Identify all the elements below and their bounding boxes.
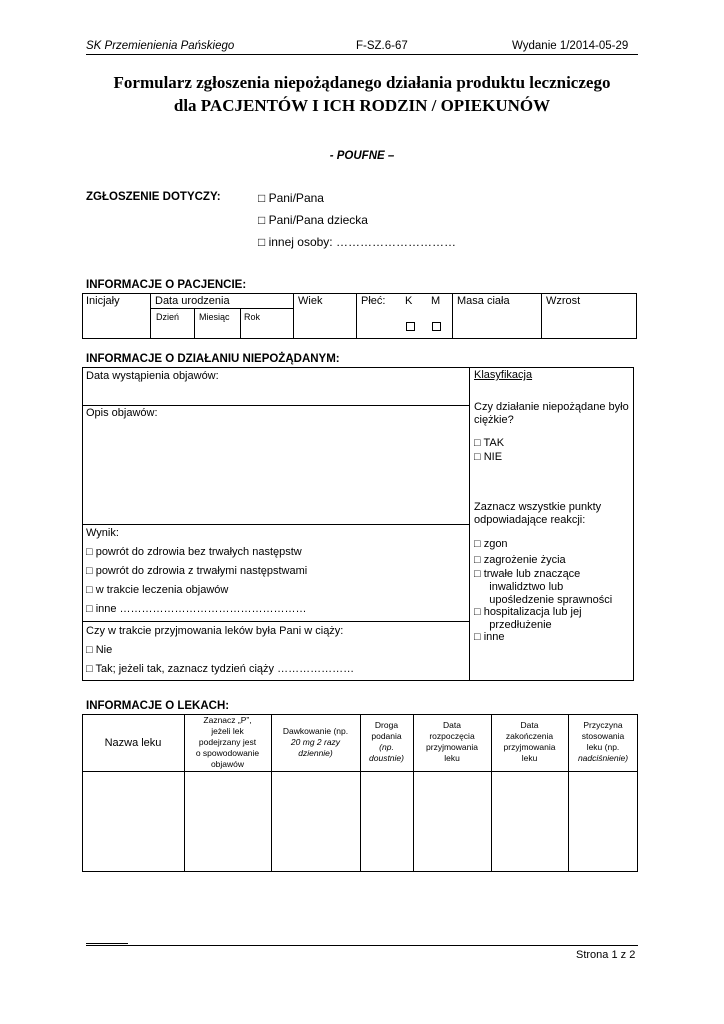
serious-option-no[interactable]: □ NIE (474, 451, 503, 463)
reaction-section-title: INFORMACJE O DZIAŁANIU NIEPOŻĄDANYM: (86, 353, 340, 365)
outcome-option-recovered-sequelae[interactable]: □ powrót do zdrowia z trwałymi następstwami (86, 565, 308, 577)
birth-month-label: Miesiąc (199, 312, 230, 322)
serious-option-yes[interactable]: □ TAK (474, 437, 505, 449)
onset-date-label: Data wystąpienia objawów: (86, 370, 219, 382)
concerns-option-self[interactable]: □ Pani/Pana (258, 191, 324, 205)
patient-section-title: INFORMACJE O PACJENCIE: (86, 279, 247, 291)
mark-all-line2: odpowiadające reakcji: (474, 514, 586, 526)
weight-label: Masa ciała (457, 295, 510, 307)
mark-all-line1: Zaznacz wszystkie punkty (474, 501, 602, 513)
birth-year-label: Rok (244, 312, 261, 322)
criteria-disability-line3: upośledzenie sprawności (474, 594, 613, 606)
footer-rule (86, 945, 638, 946)
form-title-line2: dla PACJENTÓW I ICH RODZIN / OPIEKUNÓW (173, 96, 551, 115)
route-header: Droga podania (np. doustnie) (369, 720, 404, 763)
concerns-option-other[interactable]: □ innej osoby: ………………………… (258, 235, 456, 249)
drugs-section-title: INFORMACJE O LEKACH: (86, 700, 230, 712)
birth-day-label: Dzień (156, 312, 180, 322)
start-date-header: Data rozpoczęcia przyjmowania leku (426, 720, 478, 763)
criteria-other[interactable]: □ inne (474, 631, 505, 643)
dosage-header: Dawkowanie (np. 20 mg 2 razy dziennie) (282, 726, 349, 758)
header-form-code: F-SZ.6-67 (356, 40, 408, 52)
form-title-line1: Formularz zgłoszenia niepożądanego działania produktu leczniczego (113, 73, 611, 92)
pregnancy-question: Czy w trakcie przyjmowania leków była Pani w ciąży: (86, 625, 344, 637)
reason-header: Przyczyna stosowania leku (np. nadciśnienie) (577, 720, 629, 763)
outcome-option-recovered[interactable]: □ powrót do zdrowia bez trwałych następstw (86, 546, 302, 558)
sex-male-label: M (431, 295, 441, 307)
sex-female-label: K (405, 295, 413, 307)
end-date-header: Data zakończenia przyjmowania leku (503, 720, 556, 763)
height-label: Wzrost (546, 295, 581, 307)
footer-short-rule (86, 943, 128, 944)
birth-date-label: Data urodzenia (155, 295, 230, 307)
criteria-hospitalization[interactable]: □ hospitalizacja lub jej (474, 606, 582, 618)
criteria-life-threatening[interactable]: □ zagrożenie życia (474, 554, 566, 566)
serious-question-line2: ciężkie? (474, 414, 514, 426)
pregnancy-option-no[interactable]: □ Nie (86, 644, 113, 656)
outcome-option-other[interactable]: □ inne …………………………………………… (86, 603, 307, 615)
criteria-disability-line2: inwalidztwo lub (474, 581, 564, 593)
header-edition: Wydanie 1/2014-05-29 (512, 40, 629, 52)
sex-label: Płeć: (361, 295, 386, 307)
criteria-death[interactable]: □ zgon (474, 538, 508, 550)
criteria-disability[interactable]: □ trwałe lub znaczące (474, 568, 581, 580)
outcome-option-in-treatment[interactable]: □ w trakcie leczenia objawów (86, 584, 229, 596)
page-number: Strona 1 z 2 (576, 949, 636, 961)
concerns-option-child[interactable]: □ Pani/Pana dziecka (258, 213, 368, 227)
initials-label: Inicjały (86, 295, 120, 307)
suspected-header: Zaznacz „P”, jeżeli lek podejrzany jest o spowodowanie objawów (195, 715, 260, 769)
classification-label: Klasyfikacja (474, 369, 533, 381)
outcome-label: Wynik: (86, 527, 119, 539)
criteria-hospitalization-line2: przedłużenie (474, 619, 552, 631)
drug-name-header: Nazwa leku (104, 737, 162, 749)
pregnancy-option-yes[interactable]: □ Tak; jeżeli tak, zaznacz tydzień ciąży ………………… (86, 663, 355, 675)
sex-male-checkbox[interactable] (432, 322, 441, 331)
header-rule (86, 54, 638, 55)
concerns-label: ZGŁOSZENIE DOTYCZY: (86, 191, 221, 203)
sex-female-checkbox[interactable] (406, 322, 415, 331)
header-institution: SK Przemienienia Pańskiego (86, 40, 235, 52)
serious-question-line1: Czy działanie niepożądane było (474, 401, 629, 413)
confidential-label: - POUFNE – (329, 150, 395, 162)
age-label: Wiek (298, 295, 323, 307)
symptoms-description-label: Opis objawów: (86, 407, 158, 419)
